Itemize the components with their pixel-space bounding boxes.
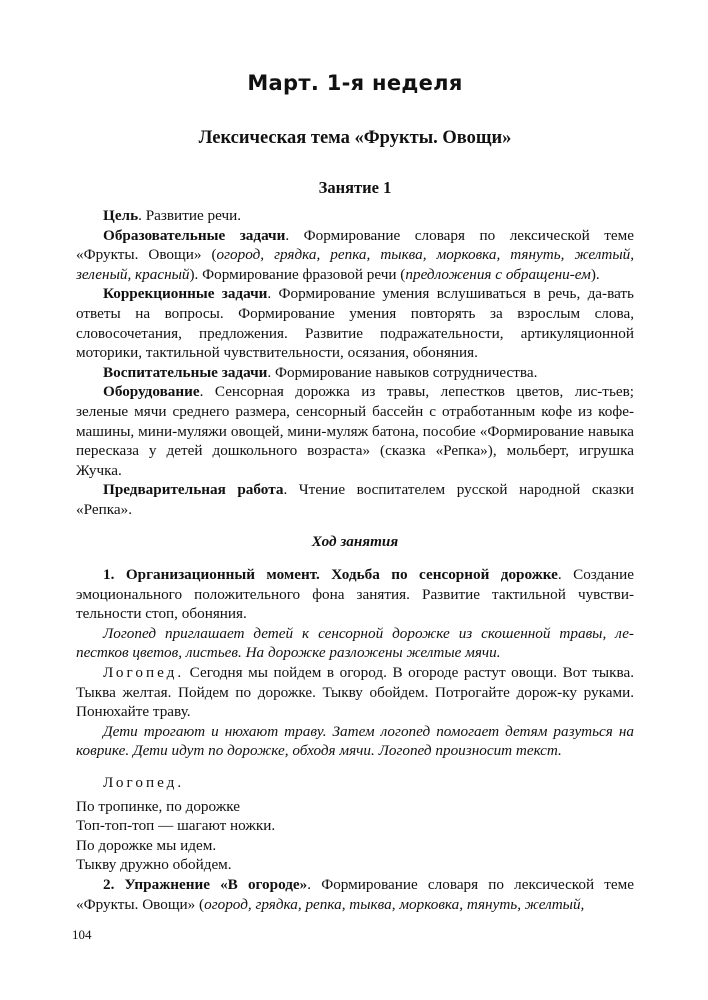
educational-text-2: ). Формирование фразовой речи (: [189, 265, 406, 283]
poem: [76, 773, 634, 793]
correctional-label: Коррекционные задачи: [103, 285, 268, 303]
step2-label: 2. Упражнение «В огороде»: [103, 876, 308, 893]
step1-note-2: Дети трогают и нюхают траву. Затем логопед помогает детям разуться на коврике. Дети идут по дорожке, обходя мячи. Логопед произносит текст.: [76, 722, 634, 760]
poem-line: По тропинке, по дорожке: [76, 797, 240, 815]
speaker-label: Логопед.: [103, 664, 185, 682]
poem-line: Тыкву дружно обойдем.: [76, 856, 232, 874]
step2-text: . Формирование словаря по лексической теме «Фрукты. Овощи» (: [76, 876, 634, 913]
poem-speaker: Логопед.: [103, 774, 185, 792]
page-number: 104: [72, 927, 92, 942]
preliminary-text: . Чтение воспитателем русской народной сказки «Репка».: [76, 481, 634, 518]
chapter-title: Март. 1-я неделя: [247, 71, 463, 95]
step1-speech: Сегодня мы пойдем в огород. В огороде растут овощи. Вот тыква. Тыква желтая. Пойдем по дорожке. Тыкву обойдем. Потрогайте дорож-ку руками. Понюхайте траву.: [76, 664, 634, 721]
step1-text: . Создание эмоционального положительного фона занятия. Развитие тактильной чувстви-тельности стоп, обоняния.: [76, 566, 634, 623]
step1-speech-paragraph: [76, 663, 634, 722]
correctional-text: . Формирование умения вслушиваться в речь, да-вать ответы на вопросы. Формирование умения повторять за взрослым слова, словосочетания, предложения. Развитие подражательности, артикуляционной моторики, тактильной чувствительности, осязания, обоняния.: [76, 285, 634, 362]
educational-paragraph: [76, 226, 634, 285]
equipment-text: . Сенсорная дорожка из травы, лепестков цветов, лис-тьев; зеленые мячи среднего размера, сенсорный бассейн с отработанным кофе из кофе-машины, мини-муляжи овощей, мини-муляж батона, пособие «Формирование навыка пересказа у детей дошкольного возраста» (сказка «Репка»), мольберт, игрушка Жучка.: [76, 383, 634, 479]
goal-paragraph: [76, 206, 634, 226]
educational-label: Образовательные задачи: [103, 226, 286, 244]
equipment-paragraph: [76, 382, 634, 480]
upbringing-paragraph: [76, 363, 634, 383]
topic-title: Лексическая тема «Фрукты. Овощи»: [198, 128, 512, 148]
equipment-label: Оборудование: [103, 383, 200, 401]
document-body: [76, 206, 634, 914]
step1-note: Логопед приглашает детей к сенсорной дорожке из скошенной травы, ле-пестков цветов, листьев. На дорожке разложены желтые мячи.: [76, 624, 634, 662]
upbringing-label: Воспитательные задачи: [103, 363, 268, 381]
lesson-title: Занятие 1: [318, 178, 392, 197]
poem-line: Топ-топ-топ — шагают ножки.: [76, 817, 276, 835]
educational-phrases: предложения с обращени-ем: [405, 265, 591, 283]
preliminary-paragraph: [76, 480, 634, 519]
upbringing-text: . Формирование навыков сотрудничества.: [267, 363, 538, 381]
goal-label: Цель: [103, 207, 139, 224]
educational-text-3: ).: [590, 265, 600, 283]
step2-paragraph: [76, 875, 634, 914]
preliminary-label: Предварительная работа: [103, 481, 284, 499]
correctional-paragraph: [76, 284, 634, 362]
step1-label: 1. Организационный момент. Ходьба по сенсорной дорожке: [103, 566, 558, 584]
step1-paragraph: [76, 565, 634, 624]
poem-line: По дорожке мы идем.: [76, 836, 217, 854]
goal-text: . Развитие речи.: [138, 207, 242, 224]
educational-vocabulary: огород, грядка, репка, тыква, морковка, тянуть, желтый, зеленый, красный: [76, 246, 635, 283]
educational-text-1: . Формирование словаря по лексической теме «Фрукты. Овощи» (: [76, 226, 634, 264]
step2-vocabulary: огород, грядка, репка, тыква, морковка, тянуть, желтый,: [204, 895, 585, 913]
course-heading: Ход занятия: [311, 532, 399, 550]
